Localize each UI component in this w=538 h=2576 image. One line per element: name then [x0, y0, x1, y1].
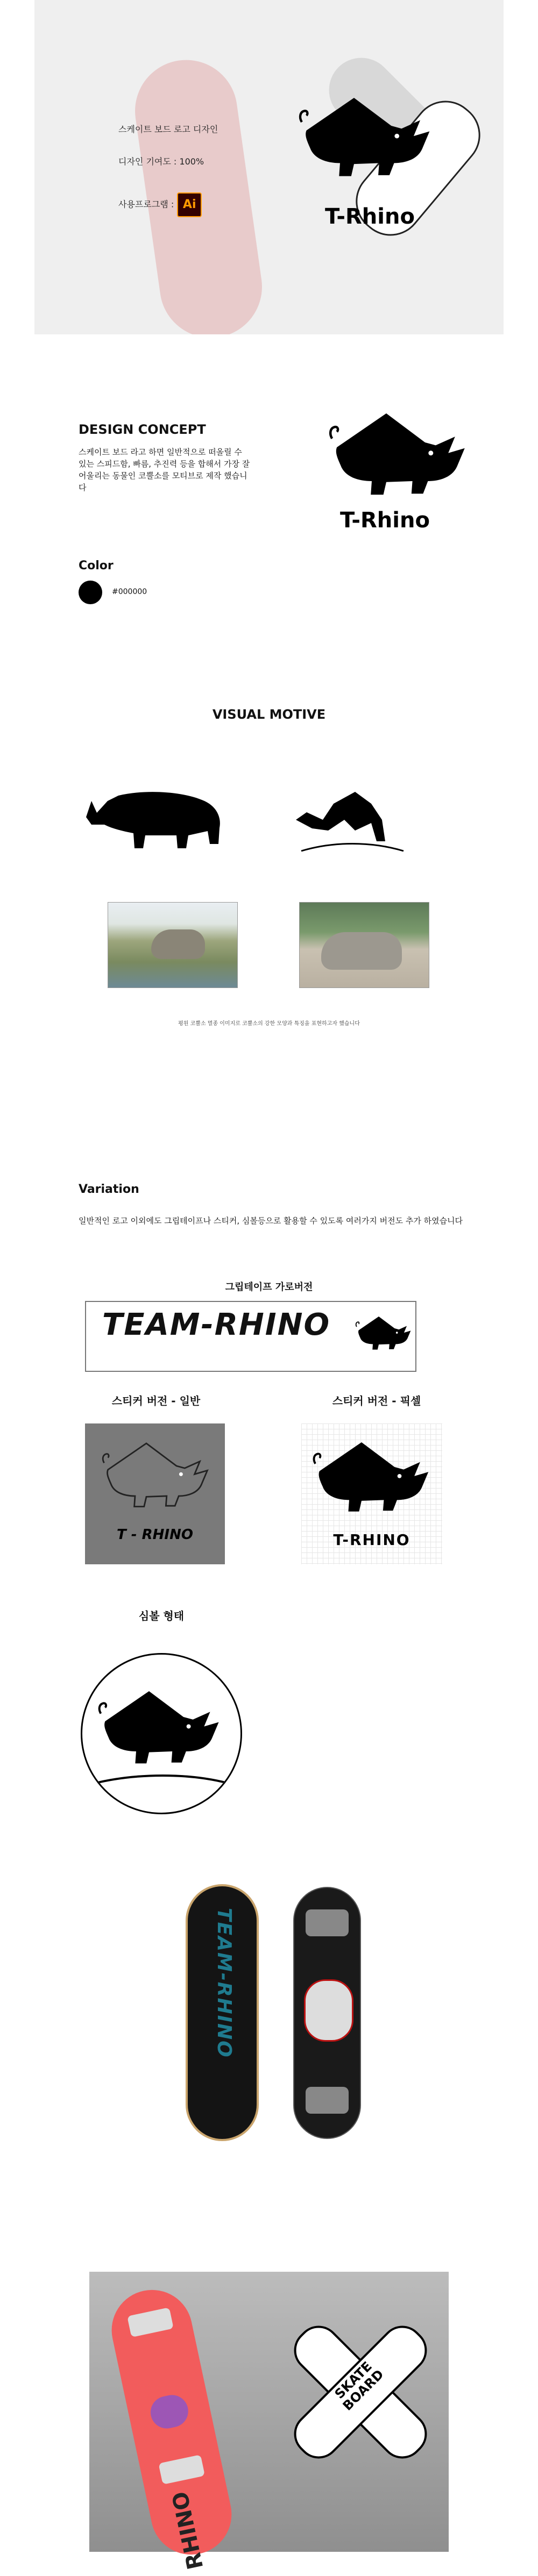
skate-board-badge [288, 2320, 428, 2460]
rhino-pixel-icon [312, 1436, 436, 1522]
symbol-circle [81, 1653, 242, 1814]
symbol-ground-line [82, 1768, 240, 1789]
concept-title: DESIGN CONCEPT [79, 422, 206, 437]
rhino-purple-icon [147, 2392, 191, 2431]
truck-bottom [306, 2087, 349, 2114]
hero-program-label: 사용프로그램 : [118, 199, 174, 210]
concept-logo-text: T-Rhino [340, 508, 430, 533]
truck-bottom [158, 2455, 205, 2485]
rhino-photo-1 [108, 902, 238, 988]
rhino-grey-icon [355, 1313, 414, 1356]
sticker-normal-title: 스티커 버전 - 일반 [111, 1394, 201, 1407]
rhino-outline-icon [101, 1434, 214, 1520]
motive-caption: 평원 코뿔소 멸종 이미지로 코뿔소의 강한 모양과 특징을 표현하고자 했습니다 [178, 1021, 360, 1027]
mockup-board-text: TEAM-RHINO [213, 1908, 235, 2058]
rhino-logo-icon [328, 409, 473, 505]
color-title: Color [79, 559, 114, 573]
sticker-pixel-title: 스티커 버전 - 픽셀 [332, 1394, 421, 1407]
variation-title: Variation [79, 1183, 139, 1196]
hero-line-3 [118, 192, 202, 217]
mockup-red-deck [104, 2282, 239, 2572]
mockup-deck-text: RHINO [167, 2489, 209, 2572]
illustrator-icon: Ai [177, 192, 202, 217]
symbol-title: 심볼 형태 [138, 1609, 185, 1622]
hero-line-2: 디자인 기여도 : 100% [118, 156, 204, 167]
photo-rhino-shape [151, 929, 205, 959]
rhino-silhouette-icon [81, 779, 226, 860]
grip-tape-box [85, 1301, 416, 1372]
hero-logo [298, 59, 470, 258]
bulldog-graphic-icon [304, 1979, 353, 2042]
mockup-section-1 [97, 1855, 441, 2156]
hero-line-1: 스케이트 보드 로고 디자인 [118, 124, 218, 134]
sticker-normal-text: T - RHINO [117, 1527, 193, 1543]
concept-body: 스케이트 보드 라고 하면 일반적으로 떠올릴 수 있는 스피드함, 빠름, 추진력 등을 합해서 가장 잘어울리는 동물인 코뿔소를 모티브로 제작 했습니다 [79, 447, 250, 492]
rhino-photo-2 [299, 902, 429, 988]
motive-title: VISUAL MOTIVE [212, 707, 326, 722]
grip-tape-text: TEAM-RHINO [102, 1307, 331, 1342]
mockup-section-2 [89, 2272, 449, 2572]
photo-rhino-shape [321, 932, 402, 970]
mockup-board-left [186, 1884, 259, 2141]
hero-logo-text: T-Rhino [325, 204, 415, 229]
badge-text: SKATE BOARD [331, 2358, 387, 2414]
mockup-board-right [293, 1887, 361, 2139]
color-swatch [79, 581, 102, 604]
rhino-logo-icon [97, 1687, 226, 1773]
rhino-outline-icon [291, 782, 409, 857]
color-hex: #000000 [112, 588, 147, 596]
truck-top [306, 1909, 349, 1936]
rhino-logo-icon [298, 91, 438, 188]
hero-banner [34, 0, 504, 334]
grip-title: 그립테이프 가로버전 [225, 1282, 313, 1293]
sticker-pixel-text: T-RHINO [333, 1531, 410, 1549]
sticker-normal [85, 1423, 225, 1564]
sticker-pixel [301, 1423, 442, 1564]
truck-top [127, 2307, 174, 2337]
variation-body: 일반적인 로고 이외에도 그립테이프나 스티커, 심볼등으로 활용할 수 있도록 여러가지 버전도 추가 하였습니다 [79, 1216, 463, 1226]
